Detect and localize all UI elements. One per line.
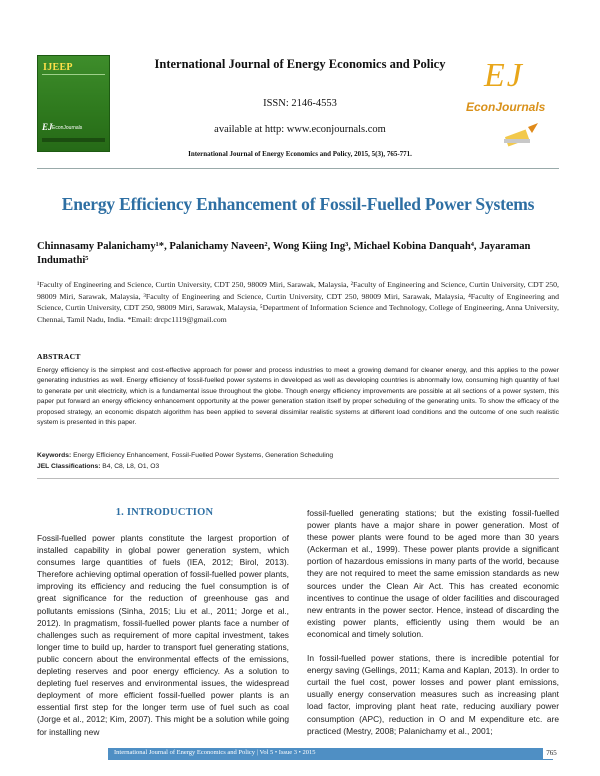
logo-name: EconJournals: [466, 100, 546, 114]
header-rule: [37, 168, 559, 169]
jel-label: JEL Classifications:: [37, 463, 101, 470]
abstract-heading: ABSTRACT: [37, 352, 81, 361]
econjournals-logo: [462, 55, 556, 150]
section-heading: 1. INTRODUCTION: [115, 507, 214, 518]
footer-text: International Journal of Energy Economics and Policy | Vol 5 • Issue 3 • 2015: [114, 749, 316, 756]
article-title: Energy Efficiency Enhancement of Fossil-Fuelled Power Systems: [61, 194, 535, 214]
keywords-value: Energy Efficiency Enhancement, Fossil-Fuelled Power Systems, Generation Scheduling: [73, 452, 334, 459]
pencil-icon: [502, 115, 542, 147]
paragraph-gap: [307, 640, 559, 652]
body-paragraph: fossil-fuelled generating stations; but the existing fossil-fuelled power plants have a major share in power generation. Most of these power plants were found to be aged more than 30 years (Ackerman et al., 1999). These power plants provide a significant portion of hazardous emissions in many parts of the world, because they are not required to meet the same emission standards as new sources under the Clean Air Act. This has created economic incentives to continue the usage of older facilities and discouraged new entrants in the power sector. Hence, instead of discarding the existing power plants, efficiently using them would be an economical and timely solution.: [307, 508, 559, 639]
body-paragraph: In fossil-fuelled power stations, there is incredible potential for energy saving (Gellings, 2011; Kama and Kaplan, 2013). In order to curtail the fuel cost, power losses and power plant emissions, usually energy conservation measures such as increasing plant load factor, improving plant heat rate, reducing auxiliary power consumption (APC), reduction in O and M expenditure etc. are practiced (Mestry, 2008; Palanichamy et al., 2001;: [307, 653, 559, 736]
abstract-rule: [37, 478, 559, 479]
jel-classifications: [37, 462, 559, 472]
body-column-right: [307, 507, 559, 737]
citation-line: International Journal of Energy Economics and Policy, 2015, 5(3), 765-771.: [188, 150, 412, 158]
logo-letters: EJ: [484, 57, 524, 94]
cover-bar: [42, 138, 105, 142]
keywords: [37, 451, 559, 461]
jel-value: B4, C8, L8, O1, O3: [102, 463, 160, 470]
footer-bar: [108, 748, 553, 760]
page-number: 765: [543, 747, 560, 759]
issn: ISSN: 2146-4553: [263, 98, 337, 109]
journal-title: International Journal of Energy Economics and Policy: [154, 57, 446, 71]
cover-acronym: IJEEP: [43, 62, 73, 73]
author-list: Chinnasamy Palanichamy¹*, Palanichamy Naveen², Wong Kiing Ing³, Michael Kobina Danquah⁴, Jayaraman Indumathi⁵: [37, 241, 531, 266]
body-paragraph: Fossil-fuelled power plants constitute the largest proportion of installed capability in global power generation system, which consumes large quantities of fuels (IEA, 2012; Birol, 2013). Therefore achieving optimal operation of fossil-fuelled power plants, improving its efficiency and reducing the fuel consumption is of great significance for the reduction of greenhouse gas and pollutants emissions (Sinha, 2015; Liu et al., 2011; Jorge et al., 2012). In pragmatism, fossil-fuelled power plants face a number of challenges such as requirement of more capital investment, takes longer time to build up, harder to transport fuel generating stations, public concern about the environmental effects of the emissions, depleting reserves and poor energy efficiency. As a solution to depleting fuel reserves and environmental issues, the widespread deployment of more efficient fossil-fuelled power plants is an essential first step for the longer term use of fuel such as coal (Jorge et al., 2012; Kim, 2007). This might be a solution while going for installing new: [37, 533, 289, 737]
cover-ej: EJ: [42, 122, 53, 132]
abstract-text: Energy efficiency is the simplest and cost-effective approach for power and process industries to meet a growing demand for cleaner energy, and this applies to the power generating industries as well. Energy efficiency of fossil-fuelled power systems in developed as well as developing countries is abnormally low, consuming high quantity of fuel to generate per unit electricity, which is a fundamental issue throughout the globe. Though energy efficiency improvements are possible at all sections of a power system, this paper put forward an energy efficiency enhancement opportunity at the power generation station itself by proper scheduling of the generating units. To show the efficacy of the proposed strategy, an economic dispatch algorithm has been applied to several dissimilar realistic systems at different load conditions and the outcome of one such realistic system is presented in this paper.: [37, 367, 559, 427]
cover-ej-sub: EconJournals: [52, 125, 83, 131]
body-column-left: [37, 532, 289, 738]
keywords-label: Keywords:: [37, 452, 72, 459]
available-at: available at http: www.econjournals.com: [214, 124, 386, 135]
affiliations: ¹Faculty of Engineering and Science, Curtin University, CDT 250, 98009 Miri, Sarawak, Malaysia, ²Faculty of Engineering and Science, Curtin University, CDT 250, 98009 Miri, Sarawak, Malaysia, ³Faculty of Engineering and Science, Curtin University, CDT 250, 98009 Miri, Sarawak, Malaysia, ⁴Faculty of Engineering and Science, Curtin University, CDT 250, 98009 Miri, Sarawak, Malaysia, ⁵Department of Information Science and Technology, College of Engineering, Anna University, Chennai, Tamil Nadu, India. *Email: drcpc1119@gmail.com: [37, 280, 559, 324]
cover-divider: [42, 74, 105, 75]
journal-cover-thumbnail: [37, 55, 110, 152]
